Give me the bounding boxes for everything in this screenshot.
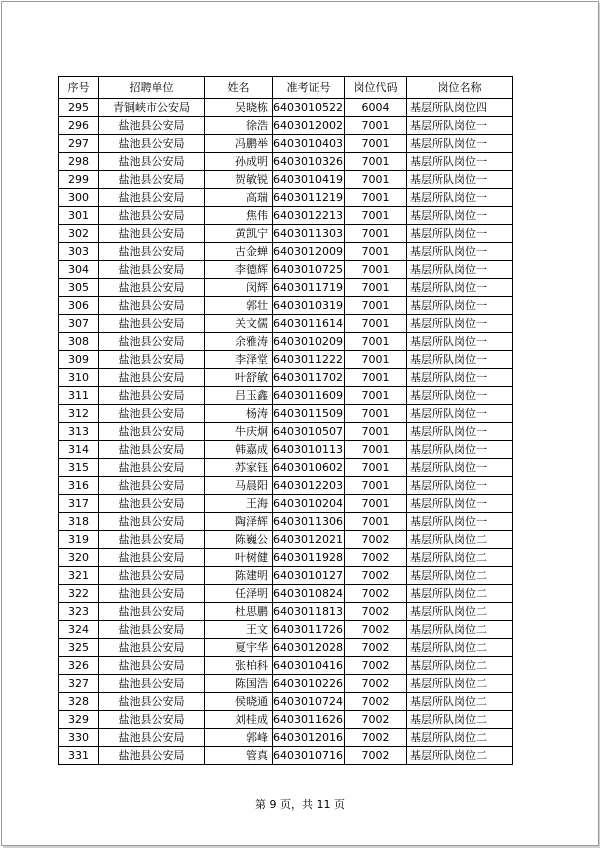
cell-post-name: 基层所队岗位二	[407, 729, 513, 747]
table-row	[59, 261, 513, 279]
cell-seq: 320	[59, 549, 99, 567]
cell-post-code: 7001	[345, 477, 407, 495]
cell-post-code: 7001	[345, 423, 407, 441]
cell-post-code: 7002	[345, 567, 407, 585]
cell-unit: 盐池县公安局	[99, 549, 205, 567]
cell-seq: 313	[59, 423, 99, 441]
table-row	[59, 135, 513, 153]
cell-name: 关文儒	[205, 315, 273, 333]
cell-name: 冯鹏举	[205, 135, 273, 153]
cell-exam-number: 6403010127	[273, 567, 345, 585]
cell-name: 余雅涛	[205, 333, 273, 351]
table-row	[59, 657, 513, 675]
cell-exam-number: 6403011609	[273, 387, 345, 405]
cell-post-code: 7001	[345, 243, 407, 261]
cell-post-name: 基层所队岗位一	[407, 243, 513, 261]
cell-name: 吕玉鑫	[205, 387, 273, 405]
cell-seq: 315	[59, 459, 99, 477]
cell-unit: 盐池县公安局	[99, 639, 205, 657]
cell-post-code: 7002	[345, 657, 407, 675]
cell-post-name: 基层所队岗位一	[407, 189, 513, 207]
cell-post-code: 7001	[345, 153, 407, 171]
table-row	[59, 477, 513, 495]
table-row	[59, 693, 513, 711]
cell-unit: 盐池县公安局	[99, 693, 205, 711]
cell-unit: 盐池县公安局	[99, 675, 205, 693]
cell-seq: 327	[59, 675, 99, 693]
cell-seq: 317	[59, 495, 99, 513]
cell-post-code: 7001	[345, 171, 407, 189]
table-row	[59, 351, 513, 369]
cell-post-code: 7001	[345, 459, 407, 477]
table-row	[59, 747, 513, 765]
table-row	[59, 333, 513, 351]
cell-unit: 盐池县公安局	[99, 585, 205, 603]
table-row	[59, 315, 513, 333]
cell-exam-number: 6403010113	[273, 441, 345, 459]
cell-exam-number: 6403011726	[273, 621, 345, 639]
cell-post-code: 7001	[345, 441, 407, 459]
cell-seq: 303	[59, 243, 99, 261]
cell-post-name: 基层所队岗位二	[407, 621, 513, 639]
cell-seq: 318	[59, 513, 99, 531]
cell-unit: 盐池县公安局	[99, 495, 205, 513]
cell-name: 刘桂成	[205, 711, 273, 729]
cell-post-name: 基层所队岗位一	[407, 207, 513, 225]
cell-name: 陈巍公	[205, 531, 273, 549]
cell-unit: 盐池县公安局	[99, 441, 205, 459]
header-exam-number: 准考证号	[273, 77, 345, 99]
cell-name: 陶泽辉	[205, 513, 273, 531]
cell-exam-number: 6403012009	[273, 243, 345, 261]
cell-seq: 319	[59, 531, 99, 549]
cell-name: 李德辉	[205, 261, 273, 279]
cell-unit: 盐池县公安局	[99, 387, 205, 405]
cell-exam-number: 6403012028	[273, 639, 345, 657]
cell-unit: 盐池县公安局	[99, 351, 205, 369]
cell-name: 牛庆炯	[205, 423, 273, 441]
cell-seq: 312	[59, 405, 99, 423]
cell-seq: 311	[59, 387, 99, 405]
cell-name: 陈国浩	[205, 675, 273, 693]
cell-post-code: 7001	[345, 297, 407, 315]
cell-exam-number: 6403011813	[273, 603, 345, 621]
table-row	[59, 495, 513, 513]
cell-exam-number: 6403010204	[273, 495, 345, 513]
cell-unit: 盐池县公安局	[99, 189, 205, 207]
cell-name: 夏宇华	[205, 639, 273, 657]
cell-post-name: 基层所队岗位一	[407, 441, 513, 459]
table-row	[59, 297, 513, 315]
cell-unit: 青铜峡市公安局	[99, 99, 205, 117]
table-row	[59, 729, 513, 747]
cell-post-code: 7001	[345, 207, 407, 225]
cell-name: 任泽明	[205, 585, 273, 603]
cell-post-name: 基层所队岗位一	[407, 387, 513, 405]
results-table	[58, 76, 513, 765]
cell-exam-number: 6403011719	[273, 279, 345, 297]
cell-exam-number: 6403012213	[273, 207, 345, 225]
cell-post-name: 基层所队岗位二	[407, 531, 513, 549]
table-body	[59, 99, 513, 765]
cell-post-name: 基层所队岗位一	[407, 117, 513, 135]
cell-seq: 314	[59, 441, 99, 459]
cell-post-name: 基层所队岗位一	[407, 153, 513, 171]
cell-name: 马晨阳	[205, 477, 273, 495]
cell-seq: 324	[59, 621, 99, 639]
cell-unit: 盐池县公安局	[99, 477, 205, 495]
cell-post-code: 7001	[345, 279, 407, 297]
cell-seq: 302	[59, 225, 99, 243]
cell-unit: 盐池县公安局	[99, 279, 205, 297]
cell-name: 李泽堂	[205, 351, 273, 369]
cell-unit: 盐池县公安局	[99, 243, 205, 261]
cell-name: 王文	[205, 621, 273, 639]
cell-exam-number: 6403011306	[273, 513, 345, 531]
cell-name: 杨涛	[205, 405, 273, 423]
cell-exam-number: 6403011702	[273, 369, 345, 387]
cell-name: 徐浩	[205, 117, 273, 135]
cell-post-name: 基层所队岗位一	[407, 225, 513, 243]
cell-name: 管真	[205, 747, 273, 765]
cell-name: 古金蝉	[205, 243, 273, 261]
cell-seq: 307	[59, 315, 99, 333]
cell-name: 孙成明	[205, 153, 273, 171]
cell-name: 焦伟	[205, 207, 273, 225]
cell-post-code: 7001	[345, 261, 407, 279]
cell-seq: 298	[59, 153, 99, 171]
table-row	[59, 441, 513, 459]
cell-exam-number: 6403010824	[273, 585, 345, 603]
cell-post-code: 7001	[345, 189, 407, 207]
cell-unit: 盐池县公安局	[99, 603, 205, 621]
table-row	[59, 549, 513, 567]
cell-unit: 盐池县公安局	[99, 531, 205, 549]
cell-unit: 盐池县公安局	[99, 423, 205, 441]
table-row	[59, 675, 513, 693]
cell-exam-number: 6403012016	[273, 729, 345, 747]
cell-exam-number: 6403010226	[273, 675, 345, 693]
cell-post-code: 7002	[345, 585, 407, 603]
header-post-code: 岗位代码	[345, 77, 407, 99]
cell-post-code: 7001	[345, 495, 407, 513]
cell-post-code: 7002	[345, 711, 407, 729]
cell-name: 王海	[205, 495, 273, 513]
table-row	[59, 369, 513, 387]
table-row	[59, 171, 513, 189]
table-row	[59, 459, 513, 477]
cell-post-code: 7001	[345, 513, 407, 531]
cell-post-code: 7002	[345, 675, 407, 693]
cell-post-name: 基层所队岗位一	[407, 495, 513, 513]
table-row	[59, 423, 513, 441]
cell-post-code: 7002	[345, 729, 407, 747]
cell-name: 郭峰	[205, 729, 273, 747]
cell-exam-number: 6403011509	[273, 405, 345, 423]
cell-post-name: 基层所队岗位一	[407, 513, 513, 531]
cell-exam-number: 6403011303	[273, 225, 345, 243]
table-row	[59, 279, 513, 297]
cell-seq: 330	[59, 729, 99, 747]
table-header-row	[59, 77, 513, 99]
cell-post-code: 6004	[345, 99, 407, 117]
cell-post-code: 7001	[345, 333, 407, 351]
cell-unit: 盐池县公安局	[99, 225, 205, 243]
table-row	[59, 567, 513, 585]
cell-unit: 盐池县公安局	[99, 333, 205, 351]
cell-post-code: 7001	[345, 369, 407, 387]
cell-name: 高瑞	[205, 189, 273, 207]
cell-exam-number: 6403011219	[273, 189, 345, 207]
header-post-name: 岗位名称	[407, 77, 513, 99]
cell-post-code: 7002	[345, 531, 407, 549]
cell-exam-number: 6403012021	[273, 531, 345, 549]
table-row	[59, 153, 513, 171]
table-row	[59, 243, 513, 261]
cell-seq: 306	[59, 297, 99, 315]
cell-post-name: 基层所队岗位一	[407, 405, 513, 423]
cell-post-code: 7002	[345, 603, 407, 621]
table-row	[59, 639, 513, 657]
cell-post-code: 7002	[345, 747, 407, 765]
cell-seq: 301	[59, 207, 99, 225]
cell-post-name: 基层所队岗位二	[407, 585, 513, 603]
cell-post-code: 7002	[345, 549, 407, 567]
cell-name: 贺敏锐	[205, 171, 273, 189]
cell-post-code: 7002	[345, 639, 407, 657]
table-row	[59, 207, 513, 225]
cell-unit: 盐池县公安局	[99, 171, 205, 189]
cell-post-name: 基层所队岗位一	[407, 315, 513, 333]
cell-post-code: 7002	[345, 621, 407, 639]
cell-exam-number: 6403012002	[273, 117, 345, 135]
cell-exam-number: 6403010716	[273, 747, 345, 765]
cell-exam-number: 6403011222	[273, 351, 345, 369]
cell-post-name: 基层所队岗位一	[407, 297, 513, 315]
table-row	[59, 117, 513, 135]
cell-seq: 295	[59, 99, 99, 117]
cell-unit: 盐池县公安局	[99, 297, 205, 315]
cell-seq: 316	[59, 477, 99, 495]
cell-post-name: 基层所队岗位一	[407, 333, 513, 351]
cell-seq: 310	[59, 369, 99, 387]
cell-post-name: 基层所队岗位二	[407, 657, 513, 675]
cell-seq: 329	[59, 711, 99, 729]
cell-exam-number: 6403011614	[273, 315, 345, 333]
cell-post-name: 基层所队岗位一	[407, 135, 513, 153]
cell-post-code: 7001	[345, 351, 407, 369]
page-footer: 第 9 页，共 11 页	[255, 798, 345, 811]
cell-unit: 盐池县公安局	[99, 369, 205, 387]
cell-unit: 盐池县公安局	[99, 405, 205, 423]
cell-exam-number: 6403012203	[273, 477, 345, 495]
cell-post-name: 基层所队岗位二	[407, 711, 513, 729]
cell-post-name: 基层所队岗位二	[407, 567, 513, 585]
cell-seq: 323	[59, 603, 99, 621]
cell-post-code: 7001	[345, 135, 407, 153]
cell-seq: 300	[59, 189, 99, 207]
table-row	[59, 711, 513, 729]
cell-name: 叶舒敏	[205, 369, 273, 387]
cell-seq: 321	[59, 567, 99, 585]
cell-unit: 盐池县公安局	[99, 747, 205, 765]
cell-seq: 299	[59, 171, 99, 189]
cell-name: 张柏科	[205, 657, 273, 675]
cell-unit: 盐池县公安局	[99, 567, 205, 585]
cell-post-code: 7001	[345, 117, 407, 135]
table-row	[59, 513, 513, 531]
cell-exam-number: 6403010725	[273, 261, 345, 279]
cell-name: 杜思鹏	[205, 603, 273, 621]
table-row	[59, 225, 513, 243]
header-name: 姓名	[205, 77, 273, 99]
cell-unit: 盐池县公安局	[99, 315, 205, 333]
cell-exam-number: 6403011928	[273, 549, 345, 567]
cell-post-name: 基层所队岗位一	[407, 261, 513, 279]
cell-exam-number: 6403010419	[273, 171, 345, 189]
cell-name: 吴晓栋	[205, 99, 273, 117]
cell-post-name: 基层所队岗位二	[407, 639, 513, 657]
cell-exam-number: 6403010602	[273, 459, 345, 477]
cell-name: 郭壮	[205, 297, 273, 315]
cell-post-name: 基层所队岗位一	[407, 423, 513, 441]
cell-unit: 盐池县公安局	[99, 621, 205, 639]
cell-post-name: 基层所队岗位四	[407, 99, 513, 117]
cell-exam-number: 6403011626	[273, 711, 345, 729]
cell-name: 黄凯宁	[205, 225, 273, 243]
table-row	[59, 585, 513, 603]
cell-exam-number: 6403010319	[273, 297, 345, 315]
cell-unit: 盐池县公安局	[99, 135, 205, 153]
cell-unit: 盐池县公安局	[99, 729, 205, 747]
cell-name: 侯晓通	[205, 693, 273, 711]
cell-unit: 盐池县公安局	[99, 261, 205, 279]
cell-seq: 322	[59, 585, 99, 603]
cell-name: 陈建明	[205, 567, 273, 585]
cell-unit: 盐池县公安局	[99, 459, 205, 477]
cell-unit: 盐池县公安局	[99, 711, 205, 729]
cell-seq: 326	[59, 657, 99, 675]
cell-post-name: 基层所队岗位一	[407, 369, 513, 387]
cell-name: 叶树健	[205, 549, 273, 567]
table-row	[59, 531, 513, 549]
cell-unit: 盐池县公安局	[99, 657, 205, 675]
cell-seq: 305	[59, 279, 99, 297]
cell-unit: 盐池县公安局	[99, 117, 205, 135]
document-page	[1, 1, 599, 846]
cell-unit: 盐池县公安局	[99, 153, 205, 171]
header-seq: 序号	[59, 77, 99, 99]
cell-seq: 325	[59, 639, 99, 657]
cell-seq: 304	[59, 261, 99, 279]
cell-post-code: 7001	[345, 225, 407, 243]
header-unit: 招聘单位	[99, 77, 205, 99]
table-row	[59, 189, 513, 207]
cell-seq: 308	[59, 333, 99, 351]
table-row	[59, 603, 513, 621]
cell-seq: 297	[59, 135, 99, 153]
cell-post-name: 基层所队岗位二	[407, 603, 513, 621]
cell-post-name: 基层所队岗位一	[407, 171, 513, 189]
cell-exam-number: 6403010522	[273, 99, 345, 117]
cell-post-name: 基层所队岗位二	[407, 549, 513, 567]
cell-name: 闵辉	[205, 279, 273, 297]
cell-post-name: 基层所队岗位一	[407, 477, 513, 495]
cell-exam-number: 6403010209	[273, 333, 345, 351]
table-row	[59, 405, 513, 423]
cell-post-code: 7001	[345, 387, 407, 405]
cell-seq: 328	[59, 693, 99, 711]
table-row	[59, 387, 513, 405]
cell-unit: 盐池县公安局	[99, 513, 205, 531]
cell-seq: 296	[59, 117, 99, 135]
cell-post-name: 基层所队岗位一	[407, 459, 513, 477]
cell-post-code: 7001	[345, 315, 407, 333]
cell-post-name: 基层所队岗位一	[407, 279, 513, 297]
cell-post-name: 基层所队岗位二	[407, 693, 513, 711]
cell-exam-number: 6403010403	[273, 135, 345, 153]
cell-post-code: 7002	[345, 693, 407, 711]
cell-name: 韩嘉成	[205, 441, 273, 459]
cell-seq: 309	[59, 351, 99, 369]
table-row	[59, 99, 513, 117]
cell-unit: 盐池县公安局	[99, 207, 205, 225]
cell-exam-number: 6403010724	[273, 693, 345, 711]
cell-exam-number: 6403010326	[273, 153, 345, 171]
cell-name: 苏家钰	[205, 459, 273, 477]
cell-post-name: 基层所队岗位一	[407, 351, 513, 369]
cell-exam-number: 6403010507	[273, 423, 345, 441]
cell-exam-number: 6403010416	[273, 657, 345, 675]
table-row	[59, 621, 513, 639]
cell-seq: 331	[59, 747, 99, 765]
cell-post-name: 基层所队岗位二	[407, 675, 513, 693]
cell-post-code: 7001	[345, 405, 407, 423]
cell-post-name: 基层所队岗位二	[407, 747, 513, 765]
